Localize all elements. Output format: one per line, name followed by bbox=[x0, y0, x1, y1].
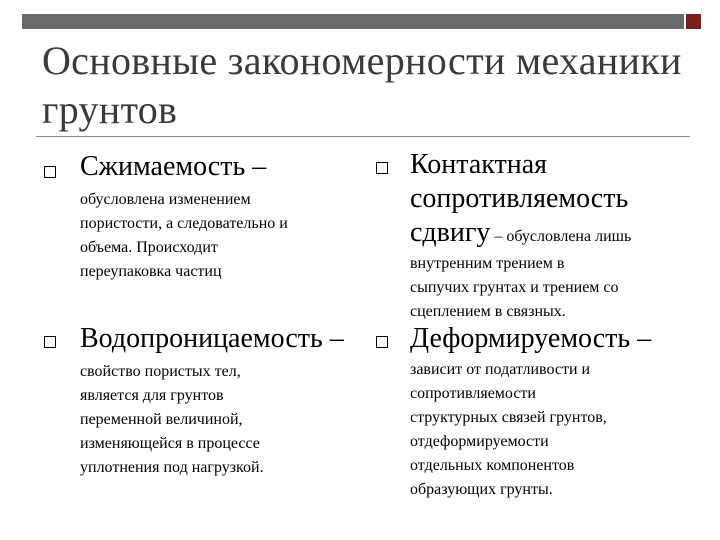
item-heading-compressibility: Сжимаемость – bbox=[80, 151, 267, 182]
item-description-deformability bbox=[410, 358, 607, 502]
square-bullet-icon bbox=[44, 336, 56, 348]
description-line: отдеформируемости bbox=[410, 433, 549, 450]
square-bullet-icon bbox=[44, 166, 56, 178]
slide-title: Основные закономерности механики грунтов bbox=[42, 38, 682, 132]
item-description-shear-resistance bbox=[410, 252, 619, 324]
item-description-compressibility bbox=[80, 188, 288, 284]
description-line: является для грунтов bbox=[80, 387, 224, 404]
top-decorative-bar bbox=[22, 14, 684, 29]
heading-word: сдвигу bbox=[410, 217, 491, 248]
item-heading-deformability: Деформируемость – bbox=[410, 323, 652, 354]
title-divider bbox=[36, 136, 690, 137]
heading-tail: – обусловлена лишь bbox=[490, 228, 632, 245]
description-line: пористости, а следовательно и bbox=[80, 215, 288, 232]
description-line: обусловлена изменением bbox=[80, 191, 251, 208]
heading-line: Контактная bbox=[410, 149, 548, 180]
item-heading-shear-resistance bbox=[410, 148, 631, 254]
description-line: сыпучих грунтах и трением со bbox=[410, 279, 619, 296]
description-line: свойство пористых тел, bbox=[80, 363, 241, 380]
description-line: сцеплением в связных. bbox=[410, 303, 566, 320]
description-line: отдельных компонентов bbox=[410, 457, 575, 474]
description-line: переменной величиной, bbox=[80, 411, 243, 428]
description-line: сопротивляемости bbox=[410, 385, 536, 402]
description-line: образующих грунты. bbox=[410, 481, 553, 498]
description-line: изменяющейся в процессе bbox=[80, 435, 260, 452]
description-line: уплотнения под нагрузкой. bbox=[80, 459, 264, 476]
description-line: переупаковка частиц bbox=[80, 263, 222, 280]
description-line: структурных связей грунтов, bbox=[410, 409, 607, 426]
item-description-permeability bbox=[80, 360, 264, 480]
square-bullet-icon bbox=[376, 162, 388, 174]
square-bullet-icon bbox=[376, 336, 388, 348]
item-heading-permeability: Водопроницаемость – bbox=[80, 323, 344, 354]
heading-line: сопротивляемость bbox=[410, 183, 629, 214]
heading-line bbox=[410, 216, 631, 254]
accent-square bbox=[686, 14, 701, 29]
description-line: зависит от податливости и bbox=[410, 361, 591, 378]
description-line: объема. Происходит bbox=[80, 239, 218, 256]
description-line: внутренним трением в bbox=[410, 255, 565, 272]
